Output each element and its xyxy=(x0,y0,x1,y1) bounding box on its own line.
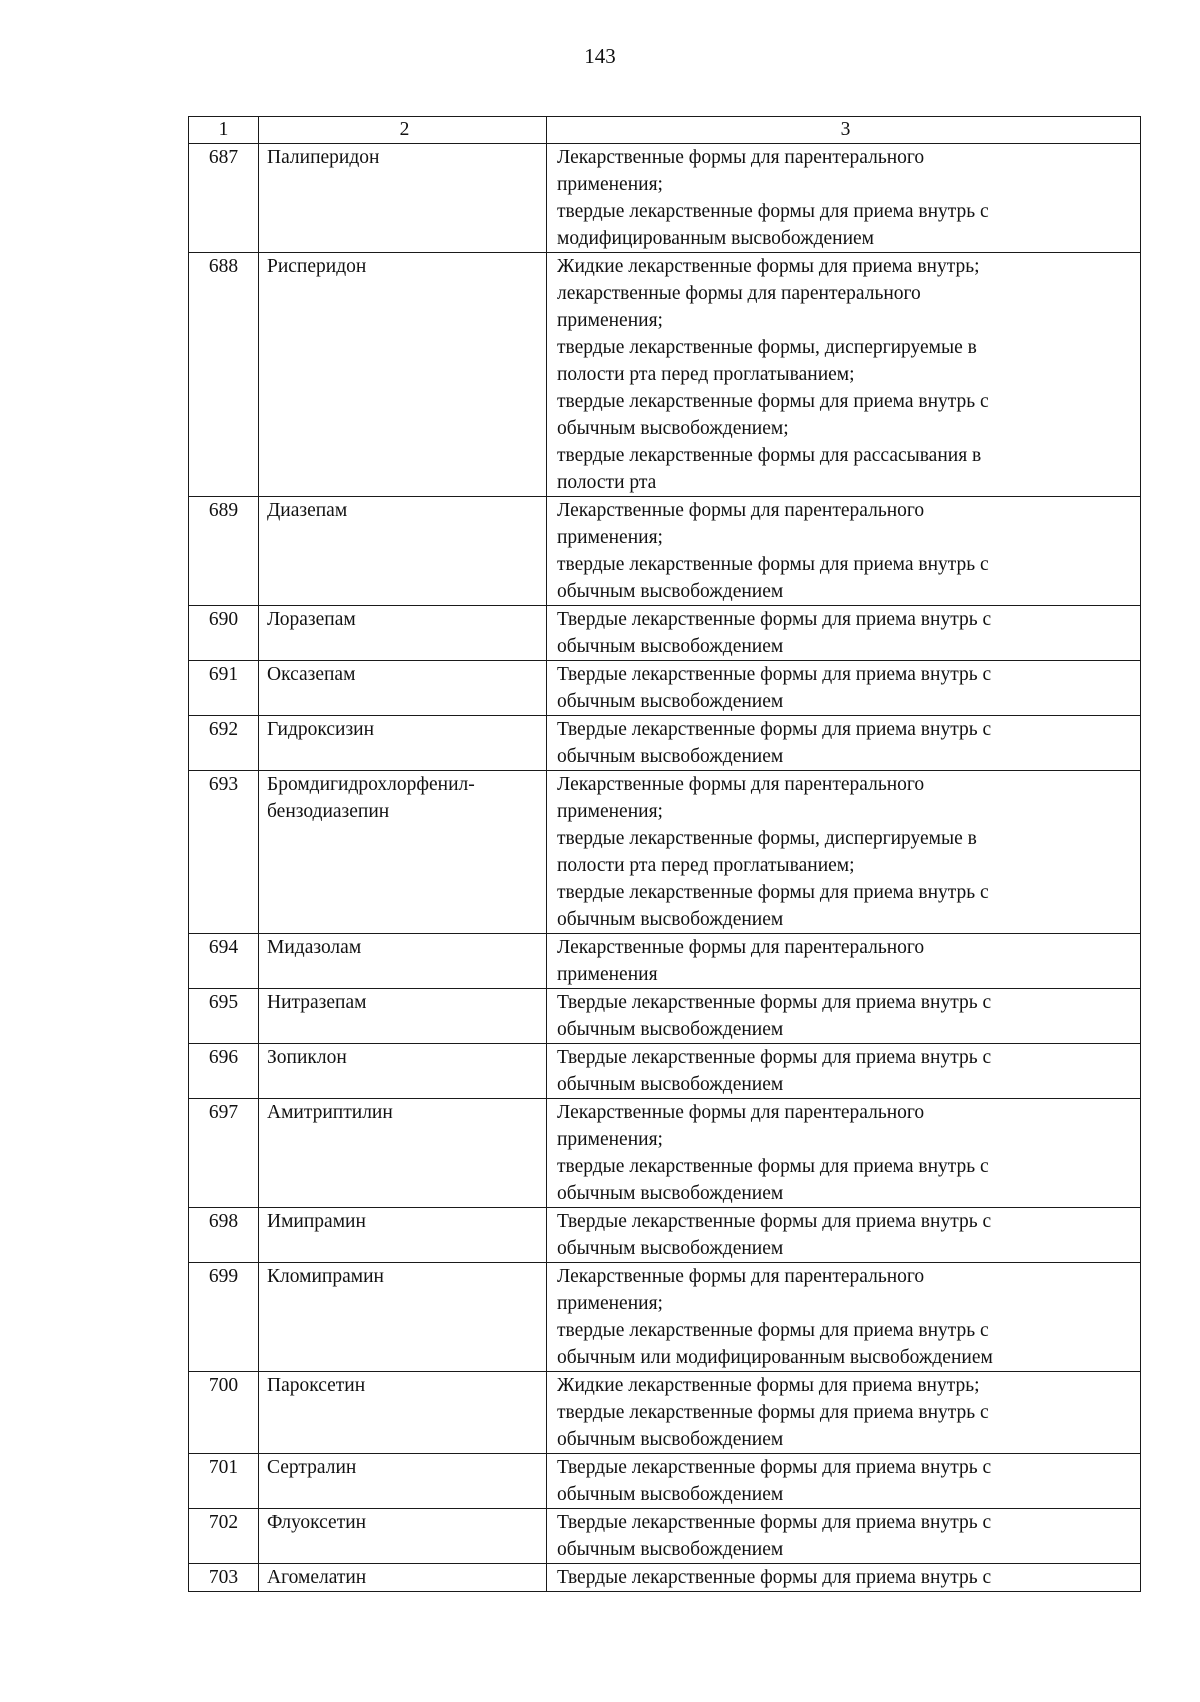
dosage-form-line: применения; xyxy=(557,174,663,195)
dosage-form-line: обычным высвобождением xyxy=(557,691,784,712)
drug-name-line: Амитриптилин xyxy=(267,1102,393,1123)
dosage-form-line: Твердые лекарственные формы для приема внутрь с xyxy=(557,992,992,1013)
dosage-form-line: твердые лекарственные формы для приема внутрь с xyxy=(557,391,989,412)
page-number: 143 xyxy=(584,44,616,68)
drug-name-line: Лоразепам xyxy=(267,609,356,630)
dosage-form-line: обычным высвобождением xyxy=(557,581,784,602)
table-row xyxy=(189,1509,1141,1564)
dosage-form-cell xyxy=(547,1099,1141,1208)
dosage-form-line: Твердые лекарственные формы для приема внутрь с xyxy=(557,664,992,685)
row-number: 688 xyxy=(189,253,259,497)
dosage-form-line: применения; xyxy=(557,1293,663,1314)
dosage-form-line: Лекарственные формы для парентерального xyxy=(557,500,925,521)
drug-name-cell xyxy=(259,1564,547,1592)
drug-name-cell xyxy=(259,253,547,497)
dosage-form-line: Жидкие лекарственные формы для приема внутрь; xyxy=(557,256,980,277)
dosage-form-line: Твердые лекарственные формы для приема внутрь с xyxy=(557,1457,992,1478)
drug-name-cell xyxy=(259,771,547,934)
dosage-form-line: твердые лекарственные формы, диспергируемые в xyxy=(557,828,977,849)
row-number: 697 xyxy=(189,1099,259,1208)
dosage-form-line: обычным высвобождением xyxy=(557,636,784,657)
dosage-form-line: Твердые лекарственные формы для приема внутрь с xyxy=(557,1211,992,1232)
dosage-form-line: твердые лекарственные формы для рассасывания в xyxy=(557,445,982,466)
dosage-form-line: обычным высвобождением xyxy=(557,1429,784,1450)
drug-name-cell xyxy=(259,661,547,716)
drug-name-cell xyxy=(259,989,547,1044)
table-row xyxy=(189,1372,1141,1454)
row-number: 691 xyxy=(189,661,259,716)
drug-name-cell xyxy=(259,1454,547,1509)
drug-name-line: Пароксетин xyxy=(267,1375,366,1396)
drug-name-cell xyxy=(259,606,547,661)
row-number: 692 xyxy=(189,716,259,771)
column-header-3: 3 xyxy=(547,117,1141,144)
row-number: 690 xyxy=(189,606,259,661)
table-row xyxy=(189,934,1141,989)
table-row xyxy=(189,144,1141,253)
drug-name-line: Мидазолам xyxy=(267,937,362,958)
dosage-form-line: применения; xyxy=(557,801,663,822)
table-row xyxy=(189,606,1141,661)
dosage-form-line: обычным высвобождением xyxy=(557,1238,784,1259)
table-header-row xyxy=(189,117,1141,144)
dosage-form-line: полости рта перед проглатыванием; xyxy=(557,855,855,876)
dosage-form-cell xyxy=(547,1044,1141,1099)
table-row xyxy=(189,1208,1141,1263)
table-row xyxy=(189,1044,1141,1099)
dosage-form-line: лекарственные формы для парентерального xyxy=(557,283,921,304)
dosage-form-line: твердые лекарственные формы для приема внутрь с xyxy=(557,201,989,222)
drug-name-line: Гидроксизин xyxy=(267,719,375,740)
table-row xyxy=(189,497,1141,606)
row-number: 700 xyxy=(189,1372,259,1454)
dosage-form-cell xyxy=(547,661,1141,716)
drug-name-line: Кломипрамин xyxy=(267,1266,384,1287)
row-number: 693 xyxy=(189,771,259,934)
drug-name-cell xyxy=(259,1263,547,1372)
dosage-form-cell xyxy=(547,1509,1141,1564)
dosage-form-line: твердые лекарственные формы, диспергируемые в xyxy=(557,337,977,358)
dosage-form-line: обычным высвобождением xyxy=(557,1074,784,1095)
dosage-form-cell xyxy=(547,1372,1141,1454)
drug-name-cell xyxy=(259,497,547,606)
dosage-form-line: Жидкие лекарственные формы для приема внутрь; xyxy=(557,1375,980,1396)
row-number: 694 xyxy=(189,934,259,989)
dosage-form-line: модифицированным высвобождением xyxy=(557,228,875,249)
dosage-form-line: Твердые лекарственные формы для приема внутрь с xyxy=(557,1567,992,1588)
dosage-form-line: твердые лекарственные формы для приема внутрь с xyxy=(557,882,989,903)
drug-name-line: Нитразепам xyxy=(267,992,367,1013)
dosage-form-line: Лекарственные формы для парентерального xyxy=(557,774,925,795)
dosage-form-line: Лекарственные формы для парентерального xyxy=(557,147,925,168)
dosage-form-line: Твердые лекарственные формы для приема внутрь с xyxy=(557,1512,992,1533)
dosage-form-cell xyxy=(547,716,1141,771)
dosage-form-line: обычным высвобождением xyxy=(557,1484,784,1505)
dosage-form-line: твердые лекарственные формы для приема внутрь с xyxy=(557,554,989,575)
table-row xyxy=(189,1454,1141,1509)
dosage-form-line: твердые лекарственные формы для приема внутрь с xyxy=(557,1402,989,1423)
dosage-form-line: полости рта перед проглатыванием; xyxy=(557,364,855,385)
drug-name-line: Палиперидон xyxy=(267,147,380,168)
dosage-form-line: полости рта xyxy=(557,472,657,493)
row-number: 695 xyxy=(189,989,259,1044)
dosage-form-line: Твердые лекарственные формы для приема внутрь с xyxy=(557,1047,992,1068)
drug-name-cell xyxy=(259,934,547,989)
drug-name-cell xyxy=(259,1099,547,1208)
row-number: 701 xyxy=(189,1454,259,1509)
dosage-form-line: обычным высвобождением xyxy=(557,1183,784,1204)
drug-name-line: Флуоксетин xyxy=(267,1512,367,1533)
drug-name-cell xyxy=(259,1044,547,1099)
drug-name-line: бензодиазепин xyxy=(267,801,390,822)
table-row xyxy=(189,1099,1141,1208)
dosage-form-line: Твердые лекарственные формы для приема внутрь с xyxy=(557,609,992,630)
drug-name-line: Бромдигидрохлорфенил- xyxy=(267,774,475,795)
dosage-form-line: твердые лекарственные формы для приема внутрь с xyxy=(557,1156,989,1177)
row-number: 696 xyxy=(189,1044,259,1099)
drug-name-line: Диазепам xyxy=(267,500,348,521)
dosage-form-cell xyxy=(547,144,1141,253)
dosage-form-cell xyxy=(547,1564,1141,1592)
dosage-form-cell xyxy=(547,771,1141,934)
drug-name-cell xyxy=(259,1509,547,1564)
column-header-1: 1 xyxy=(189,117,259,144)
dosage-form-line: Лекарственные формы для парентерального xyxy=(557,937,925,958)
drug-name-cell xyxy=(259,1372,547,1454)
dosage-form-line: Лекарственные формы для парентерального xyxy=(557,1266,925,1287)
drug-name-line: Рисперидон xyxy=(267,256,367,277)
column-header-2: 2 xyxy=(259,117,547,144)
dosage-form-cell xyxy=(547,1454,1141,1509)
dosage-form-line: обычным высвобождением; xyxy=(557,418,789,439)
row-number: 699 xyxy=(189,1263,259,1372)
row-number: 689 xyxy=(189,497,259,606)
drug-name-line: Имипрамин xyxy=(267,1211,366,1232)
row-number: 702 xyxy=(189,1509,259,1564)
dosage-form-cell xyxy=(547,1208,1141,1263)
table-row xyxy=(189,989,1141,1044)
dosage-form-cell xyxy=(547,1263,1141,1372)
dosage-form-line: Лекарственные формы для парентерального xyxy=(557,1102,925,1123)
table-row xyxy=(189,716,1141,771)
dosage-form-line: применения; xyxy=(557,527,663,548)
dosage-form-line: обычным высвобождением xyxy=(557,1019,784,1040)
row-number: 703 xyxy=(189,1564,259,1592)
dosage-form-line: твердые лекарственные формы для приема внутрь с xyxy=(557,1320,989,1341)
drug-name-cell xyxy=(259,144,547,253)
dosage-form-cell xyxy=(547,934,1141,989)
row-number: 687 xyxy=(189,144,259,253)
row-number: 698 xyxy=(189,1208,259,1263)
table-row xyxy=(189,771,1141,934)
dosage-form-line: обычным или модифицированным высвобождением xyxy=(557,1347,993,1368)
dosage-form-line: применения xyxy=(557,964,658,985)
dosage-form-line: обычным высвобождением xyxy=(557,746,784,767)
table-row xyxy=(189,253,1141,497)
dosage-form-line: обычным высвобождением xyxy=(557,1539,784,1560)
dosage-form-line: применения; xyxy=(557,1129,663,1150)
drug-name-line: Оксазепам xyxy=(267,664,356,685)
dosage-form-line: обычным высвобождением xyxy=(557,909,784,930)
table-row xyxy=(189,661,1141,716)
dosage-form-cell xyxy=(547,606,1141,661)
dosage-form-line: применения; xyxy=(557,310,663,331)
dosage-form-cell xyxy=(547,497,1141,606)
drug-name-line: Сертралин xyxy=(267,1457,357,1478)
table-row xyxy=(189,1564,1141,1592)
dosage-form-line: Твердые лекарственные формы для приема внутрь с xyxy=(557,719,992,740)
dosage-form-cell xyxy=(547,253,1141,497)
drug-name-line: Агомелатин xyxy=(267,1567,367,1588)
drug-name-line: Зопиклон xyxy=(267,1047,347,1068)
drug-name-cell xyxy=(259,1208,547,1263)
dosage-form-cell xyxy=(547,989,1141,1044)
drug-name-cell xyxy=(259,716,547,771)
table-row xyxy=(189,1263,1141,1372)
drug-forms-table xyxy=(188,116,1141,1592)
